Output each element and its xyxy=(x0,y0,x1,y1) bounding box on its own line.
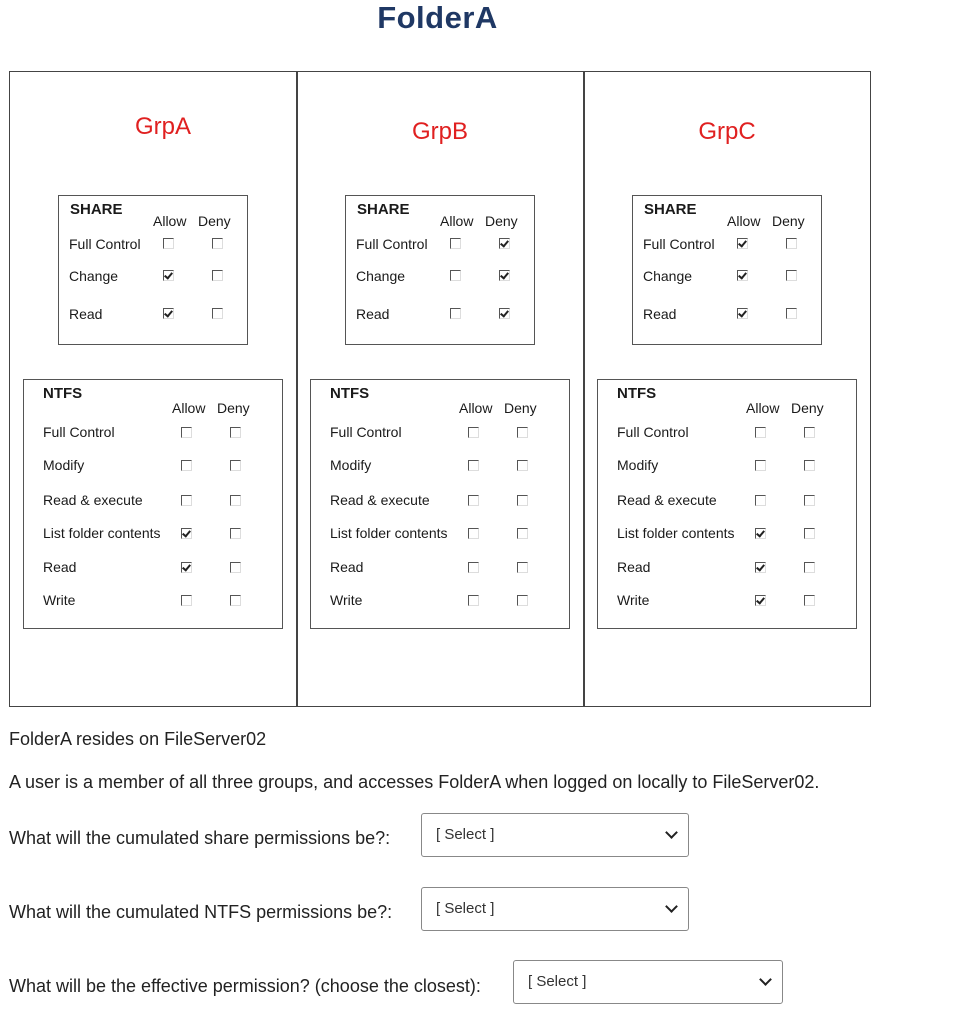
share-deny-checkbox[interactable] xyxy=(786,238,797,249)
ntfs-row-label: Read & execute xyxy=(617,492,717,508)
ntfs-row-label: Full Control xyxy=(330,424,402,440)
ntfs-allow-checkbox[interactable] xyxy=(755,595,766,606)
ntfs-row-label: List folder contents xyxy=(617,525,735,541)
question-effective: What will be the effective permission? (choose the closest): xyxy=(9,976,481,996)
deny-column-header: Deny xyxy=(791,400,824,416)
share-panel-grpa xyxy=(58,195,248,345)
effective-permission-select[interactable] xyxy=(513,960,783,1004)
ntfs-deny-checkbox[interactable] xyxy=(517,495,528,506)
ntfs-deny-checkbox[interactable] xyxy=(230,562,241,573)
chevron-down-icon xyxy=(665,826,678,839)
share-allow-checkbox[interactable] xyxy=(163,308,174,319)
share-allow-checkbox[interactable] xyxy=(737,238,748,249)
info-text-scenario: A user is a member of all three groups, and accesses FolderA when logged on locally to FileServer02. xyxy=(9,772,820,792)
share-panel-grpb xyxy=(345,195,535,345)
ntfs-allow-checkbox[interactable] xyxy=(468,562,479,573)
ntfs-deny-checkbox[interactable] xyxy=(804,562,815,573)
ntfs-allow-checkbox[interactable] xyxy=(181,562,192,573)
column-divider xyxy=(296,71,298,707)
share-row-label: Change xyxy=(69,268,119,284)
share-deny-checkbox[interactable] xyxy=(499,308,510,319)
ntfs-deny-checkbox[interactable] xyxy=(230,528,241,539)
share-row-label: Change xyxy=(643,268,693,284)
share-row-label: Change xyxy=(356,268,406,284)
ntfs-allow-checkbox[interactable] xyxy=(181,528,192,539)
share-row-label: Full Control xyxy=(643,236,715,252)
share-row-label: Read xyxy=(643,306,677,322)
page-title: FolderA xyxy=(377,0,498,35)
ntfs-header: NTFS xyxy=(43,385,83,402)
ntfs-header: NTFS xyxy=(330,385,370,402)
ntfs-allow-checkbox[interactable] xyxy=(468,495,479,506)
share-allow-checkbox[interactable] xyxy=(450,270,461,281)
ntfs-deny-checkbox[interactable] xyxy=(804,495,815,506)
ntfs-row-label: List folder contents xyxy=(43,525,161,541)
ntfs-allow-checkbox[interactable] xyxy=(468,595,479,606)
share-row-label: Read xyxy=(356,306,390,322)
ntfs-deny-checkbox[interactable] xyxy=(230,427,241,438)
ntfs-deny-checkbox[interactable] xyxy=(804,427,815,438)
deny-column-header: Deny xyxy=(504,400,537,416)
share-allow-checkbox[interactable] xyxy=(737,270,748,281)
ntfs-allow-checkbox[interactable] xyxy=(468,460,479,471)
select-value: [ Select ] xyxy=(436,900,495,917)
ntfs-permissions-select[interactable] xyxy=(421,887,689,931)
share-deny-checkbox[interactable] xyxy=(212,270,223,281)
ntfs-deny-checkbox[interactable] xyxy=(230,595,241,606)
share-allow-checkbox[interactable] xyxy=(737,308,748,319)
ntfs-deny-checkbox[interactable] xyxy=(517,427,528,438)
ntfs-row-label: Modify xyxy=(43,457,85,473)
deny-column-header: Deny xyxy=(772,213,805,229)
share-deny-checkbox[interactable] xyxy=(212,238,223,249)
chevron-down-icon xyxy=(665,900,678,913)
ntfs-row-label: List folder contents xyxy=(330,525,448,541)
ntfs-allow-checkbox[interactable] xyxy=(755,528,766,539)
share-row-label: Full Control xyxy=(69,236,141,252)
share-header: SHARE xyxy=(70,201,123,218)
allow-column-header: Allow xyxy=(172,400,206,416)
select-value: [ Select ] xyxy=(436,826,495,843)
ntfs-row-label: Read xyxy=(330,559,364,575)
ntfs-panel-grpa xyxy=(23,379,283,629)
ntfs-deny-checkbox[interactable] xyxy=(517,460,528,471)
ntfs-row-label: Modify xyxy=(330,457,372,473)
allow-column-header: Allow xyxy=(727,213,761,229)
share-allow-checkbox[interactable] xyxy=(450,308,461,319)
share-allow-checkbox[interactable] xyxy=(163,238,174,249)
share-header: SHARE xyxy=(644,201,697,218)
ntfs-allow-checkbox[interactable] xyxy=(181,460,192,471)
ntfs-allow-checkbox[interactable] xyxy=(468,528,479,539)
group-title-grpc: GrpC xyxy=(698,118,756,145)
ntfs-row-label: Full Control xyxy=(617,424,689,440)
chevron-down-icon xyxy=(759,973,772,986)
ntfs-row-label: Write xyxy=(43,592,76,608)
ntfs-deny-checkbox[interactable] xyxy=(517,595,528,606)
share-deny-checkbox[interactable] xyxy=(499,270,510,281)
share-panel-grpc xyxy=(632,195,822,345)
ntfs-row-label: Write xyxy=(330,592,363,608)
share-permissions-select[interactable] xyxy=(421,813,689,857)
ntfs-deny-checkbox[interactable] xyxy=(804,595,815,606)
info-text-server: FolderA resides on FileServer02 xyxy=(9,729,267,749)
ntfs-allow-checkbox[interactable] xyxy=(755,495,766,506)
ntfs-deny-checkbox[interactable] xyxy=(230,460,241,471)
share-deny-checkbox[interactable] xyxy=(786,270,797,281)
ntfs-row-label: Modify xyxy=(617,457,659,473)
deny-column-header: Deny xyxy=(217,400,250,416)
group-title-grpa: GrpA xyxy=(134,113,191,140)
ntfs-row-label: Read xyxy=(43,559,77,575)
share-deny-checkbox[interactable] xyxy=(786,308,797,319)
allow-column-header: Allow xyxy=(459,400,493,416)
deny-column-header: Deny xyxy=(198,213,231,229)
share-deny-checkbox[interactable] xyxy=(499,238,510,249)
ntfs-allow-checkbox[interactable] xyxy=(755,460,766,471)
share-allow-checkbox[interactable] xyxy=(163,270,174,281)
select-value: [ Select ] xyxy=(528,973,587,990)
ntfs-row-label: Read & execute xyxy=(43,492,143,508)
ntfs-allow-checkbox[interactable] xyxy=(468,427,479,438)
share-allow-checkbox[interactable] xyxy=(450,238,461,249)
question-ntfs: What will the cumulated NTFS permissions be?: xyxy=(9,902,393,922)
ntfs-allow-checkbox[interactable] xyxy=(181,495,192,506)
ntfs-panel-grpc xyxy=(597,379,857,629)
ntfs-row-label: Write xyxy=(617,592,650,608)
ntfs-row-label: Full Control xyxy=(43,424,115,440)
group-title-grpb: GrpB xyxy=(411,118,468,145)
ntfs-allow-checkbox[interactable] xyxy=(755,562,766,573)
share-deny-checkbox[interactable] xyxy=(212,308,223,319)
column-divider xyxy=(583,71,585,707)
ntfs-header: NTFS xyxy=(617,385,657,402)
ntfs-deny-checkbox[interactable] xyxy=(804,528,815,539)
allow-column-header: Allow xyxy=(440,213,474,229)
share-row-label: Full Control xyxy=(356,236,428,252)
share-row-label: Read xyxy=(69,306,103,322)
deny-column-header: Deny xyxy=(485,213,518,229)
ntfs-allow-checkbox[interactable] xyxy=(181,427,192,438)
ntfs-row-label: Read & execute xyxy=(330,492,430,508)
share-header: SHARE xyxy=(357,201,410,218)
ntfs-deny-checkbox[interactable] xyxy=(517,528,528,539)
ntfs-deny-checkbox[interactable] xyxy=(804,460,815,471)
ntfs-allow-checkbox[interactable] xyxy=(755,427,766,438)
ntfs-allow-checkbox[interactable] xyxy=(181,595,192,606)
allow-column-header: Allow xyxy=(746,400,780,416)
ntfs-row-label: Read xyxy=(617,559,651,575)
ntfs-panel-grpb xyxy=(310,379,570,629)
allow-column-header: Allow xyxy=(153,213,187,229)
ntfs-deny-checkbox[interactable] xyxy=(230,495,241,506)
ntfs-deny-checkbox[interactable] xyxy=(517,562,528,573)
question-share: What will the cumulated share permissions be?: xyxy=(9,828,391,848)
